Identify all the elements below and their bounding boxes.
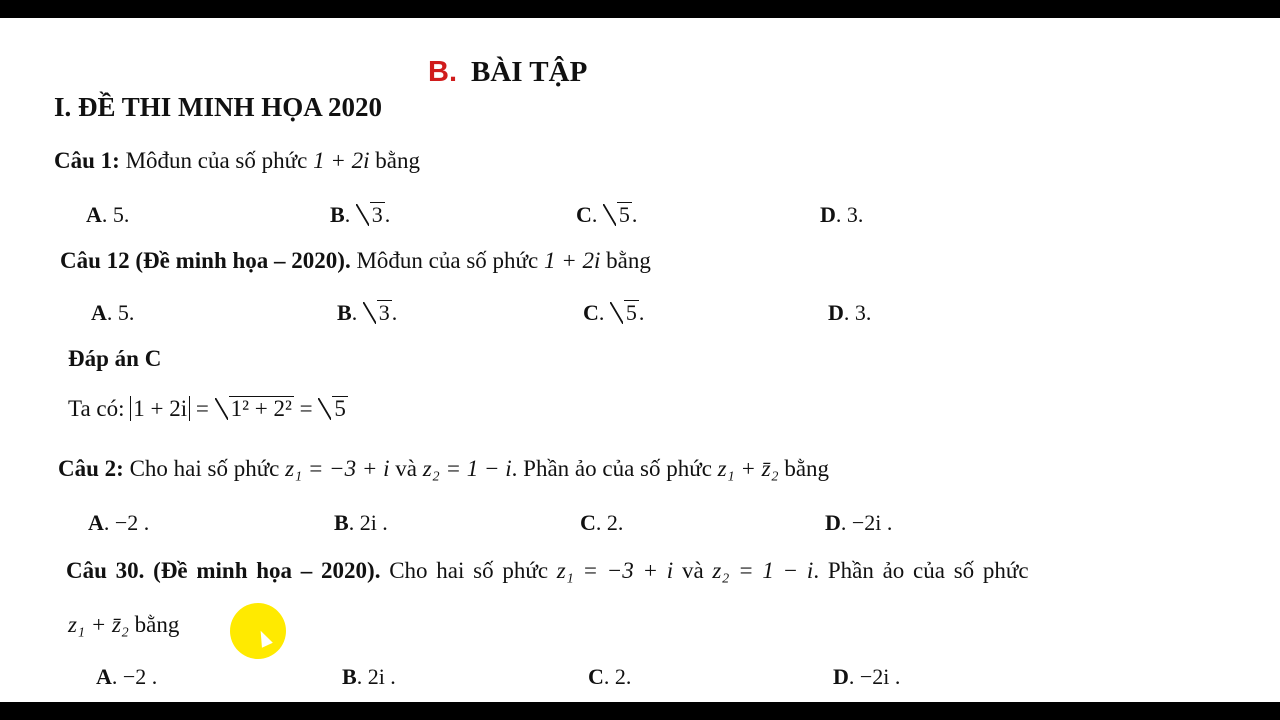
math-expr: 1 + 2i (543, 248, 601, 273)
question-text: Môđun của số phức (125, 148, 308, 173)
answer-line: Đáp án C (68, 346, 162, 371)
question-tail: bằng (375, 148, 420, 173)
sqrt-symbol: 3 (356, 202, 385, 228)
question-label: Câu 2: (58, 456, 124, 481)
option-a: A. −2 . (88, 510, 150, 535)
solution-prefix: Ta có: (68, 396, 125, 421)
option-a: A. 5. (86, 202, 130, 227)
option-d: D. 3. (820, 202, 864, 227)
math-expr: 1 + 2i (313, 148, 370, 173)
option-d: D. −2i . (825, 510, 893, 535)
option-a: A. −2 . (96, 664, 158, 689)
section-title (428, 56, 587, 89)
document-page (0, 18, 1280, 702)
question-text: Môđun của số phức (356, 248, 539, 273)
option-c: C. 5. (583, 300, 645, 325)
math-expr: z₁ + z̄₂ (717, 456, 779, 481)
question-text: Cho hai số phức (129, 456, 280, 481)
question-label: Câu 1: (54, 148, 120, 173)
option-b: B. 3. (337, 300, 398, 325)
math-expr: z₂ = 1 − i (422, 456, 512, 481)
question-label: Câu 12 (Đề minh họa – 2020). (60, 248, 351, 273)
abs-value: 1 + 2i (130, 396, 190, 421)
math-expr: z₁ = −3 + i (285, 456, 390, 481)
question-30-line2: z₁ + z̄₂ bằng (68, 612, 180, 637)
sqrt-symbol: 5 (603, 202, 632, 228)
solution-line: Ta có: 1 + 2i = 1² + 2² = 5 (68, 396, 346, 421)
option-a: A. 5. (91, 300, 135, 325)
section-name: BÀI TẬP (471, 56, 588, 88)
math-expr: z₁ = −3 + i (556, 558, 674, 583)
option-c: C. 5. (576, 202, 638, 227)
sqrt-symbol: 3 (363, 300, 392, 326)
question-label: Câu 30 (66, 558, 139, 583)
main-heading: I. ĐỀ THI MINH HỌA 2020 (54, 92, 383, 122)
math-expr: z₁ + z̄₂ (68, 612, 129, 637)
sqrt-symbol: 5 (610, 300, 639, 326)
option-b: B. 2i . (342, 664, 396, 689)
option-b: B. 3. (330, 202, 391, 227)
option-c: C. 2. (588, 664, 632, 689)
question-1 (54, 148, 420, 174)
question-12 (60, 248, 651, 274)
sqrt-symbol: 1² + 2² (215, 396, 294, 422)
question-2: Câu 2: Cho hai số phức z₁ = −3 + i và z₂ = 1 − i. Phần ảo của số phức z₁ + z̄₂ bằng (58, 456, 830, 481)
option-d: D. 3. (828, 300, 872, 325)
question-tail: bằng (606, 248, 651, 273)
question-text: Cho hai số phức (389, 558, 549, 583)
option-d: D. −2i . (833, 664, 901, 689)
section-letter: B. (428, 56, 457, 88)
question-30: Câu 30. (Đề minh họa – 2020). Cho hai số phức z₁ = −3 + i và z₂ = 1 − i. Phần ảo của số phức (66, 558, 1029, 583)
option-b: B. 2i . (334, 510, 388, 535)
sqrt-symbol: 5 (318, 396, 348, 422)
option-c: C. 2. (580, 510, 624, 535)
math-expr: z₂ = 1 − i (712, 558, 814, 583)
